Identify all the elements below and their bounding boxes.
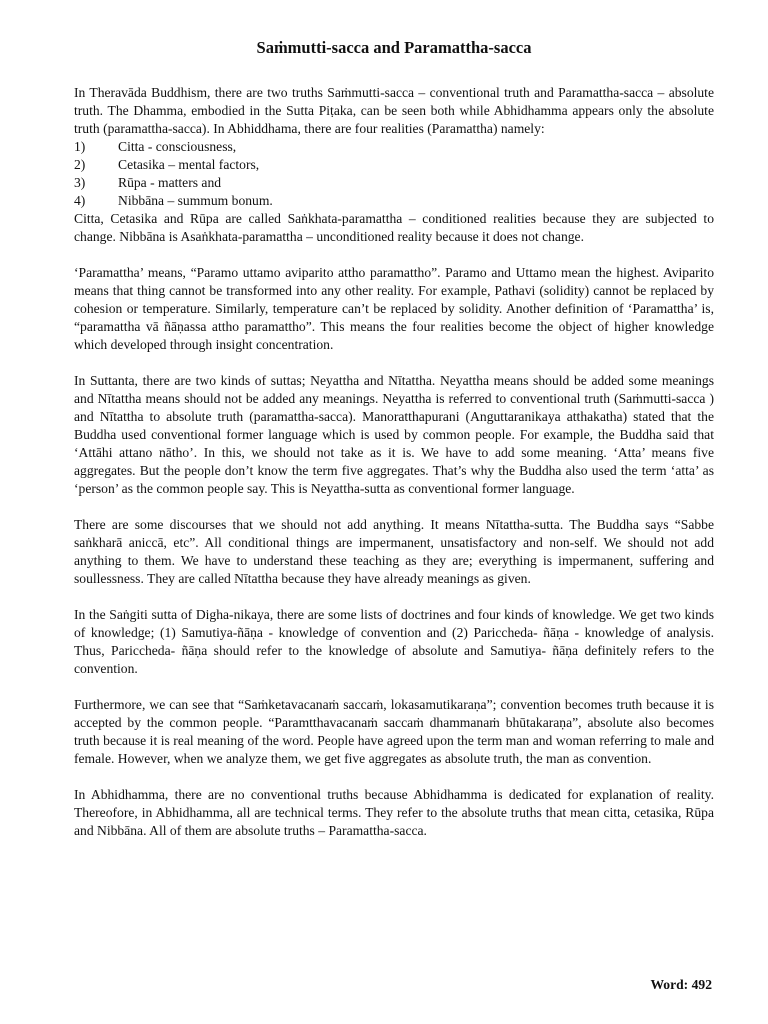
nitattha-paragraph: There are some discourses that we should not add anything. It means Nītattha-sutta. The Buddha says “Sabbe saṅkharā aniccā, etc”. All conditional things are impermanent, unsatisfactory and non-self. We should not add anything to them. We have to understand these teaching as they are; everything is impermanent, suffering and soullessness. They are called Nītattha because they have already meanings as given.	[74, 517, 714, 586]
conditioned-realities-paragraph: Citta, Cetasika and Rūpa are called Saṅkhata-paramattha – conditioned realities because they are subjected to change. Nibbāna is Asaṅkhata-paramattha – unconditioned reality because it does not change.	[74, 211, 714, 244]
list-item-text: Nibbāna – summum bonum.	[118, 193, 273, 208]
list-item-number: 4)	[74, 193, 86, 208]
intro-paragraph: In Theravāda Buddhism, there are two truths Saṁmutti-sacca – conventional truth and Paramattha-sacca – absolute truth. The Dhamma, embodied in the Sutta Piṭaka, can be seen both while Abhidhamma appears only the absolute truth (paramattha-sacca). In Abhiddhama, there are four realities (Paramattha) namely:	[74, 85, 714, 136]
list-item	[74, 174, 714, 192]
realities-list	[74, 138, 714, 210]
list-item	[74, 156, 714, 174]
document-page	[74, 38, 714, 840]
list-item-text: Cetasika – mental factors,	[118, 157, 260, 172]
list-item-number: 2)	[74, 157, 86, 172]
list-item	[74, 138, 714, 156]
list-item-number: 3)	[74, 175, 86, 190]
convention-truth-paragraph: Furthermore, we can see that “Saṁketavacanaṁ saccaṁ, lokasamutikaraṇa”; convention becomes truth because it is accepted by the common people. “Paramtthavacanaṁ saccaṁ dhammanaṁ bhūtakaraṇa”, absolute also becomes truth because it is real meaning of the word. People have agreed upon the term man and woman referring to male and female. However, when we analyze them, we get five aggregates as absolute truth, the man as convention.	[74, 697, 714, 766]
document-title: Saṁmutti-sacca and Paramattha-sacca	[256, 38, 532, 57]
list-item-text: Citta - consciousness,	[118, 139, 237, 154]
abhidhamma-paragraph: In Abhidhamma, there are no conventional truths because Abhidhamma is dedicated for explanation of reality. Thereofore, in Abhidhamma, all are technical terms. They refer to the absolute truths that mean citta, cetasika, Rūpa and Nibbāna. All of them are absolute truths – Paramattha-sacca.	[74, 787, 714, 838]
sangiti-sutta-paragraph: In the Saṅgiti sutta of Digha-nikaya, there are some lists of doctrines and four kinds of knowledge. We get two kinds of knowledge; (1) Samutiya-ñāṇa - knowledge of convention and (2) Paricchеda- ñāṇa - knowledge of analysis. Thus, Pariccheda- ñāṇa should refer to the knowledge of absolute and Samutiya- ñāṇa definitely refers to the convention.	[74, 607, 714, 676]
list-item-number: 1)	[74, 139, 86, 154]
list-item	[74, 192, 714, 210]
paramattha-definition-paragraph: ‘Paramattha’ means, “Paramo uttamo aviparito attho paramattho”. Paramo and Uttamo mean the highest. Aviparito means that thing cannot be transformed into any other reality. For example, Pathavi (solidity) cannot be replaced by cohesion or temperature. Similarly, temperature can’t be replaced by solidity. Another definition of ‘Paramattha’ is, “paramattha vā ñāṇassa attho paramattho”. This means the four realities become the object of higher knowledge which developed through insight concentration.	[74, 265, 714, 352]
list-item-text: Rūpa - matters and	[118, 175, 222, 190]
suttanta-paragraph: In Suttanta, there are two kinds of suttas; Neyattha and Nītattha. Neyattha means should be added some meanings and Nītattha means should not be added any meanings. Neyattha is referred to conventional truth (Saṁmutti-sacca ) and Nītattha to absolute truth (paramattha-sacca). Manoratthapurani (Anguttaranikaya atthakatha) stated that the Buddha used conventional former language which is used by common people. For example, the Buddha said that ‘Attāhi attano nātho’. In this, we should not take as it is. We have to add some meaning. ‘Atta’ means five aggregates. But the people don’t know the term five aggregates. That’s why the Buddha also used the term ‘atta’ as ‘person’ as the common people say. This is Neyattha-sutta as conventional former language.	[74, 373, 714, 496]
word-count: Word: 492	[650, 977, 712, 992]
